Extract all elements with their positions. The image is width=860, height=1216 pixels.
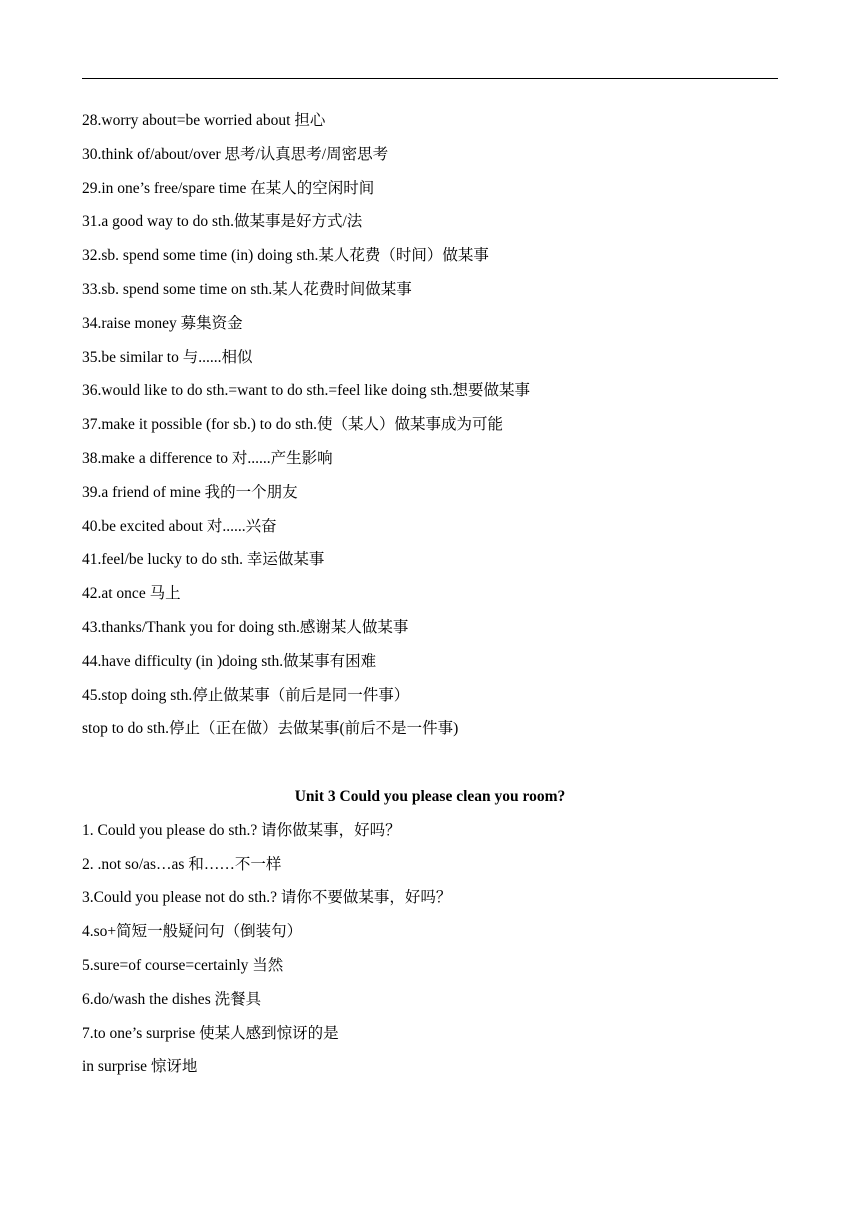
section-spacer	[82, 753, 778, 787]
phrase-line: 40.be excited about 对......兴奋	[82, 517, 277, 535]
unit-heading: Unit 3 Could you please clean you room?	[294, 787, 566, 805]
phrase-line: 6.do/wash the dishes 洗餐具	[82, 990, 262, 1008]
phrase-line: 38.make a difference to 对......产生影响	[82, 449, 333, 467]
phrase-line: in surprise 惊讶地	[82, 1058, 198, 1076]
phrase-line: 7.to one’s surprise 使某人感到惊讶的是	[82, 1024, 339, 1042]
phrase-line: 42.at once 马上	[82, 585, 181, 603]
phrase-line: 28.worry about=be worried about 担心	[82, 112, 326, 129]
phrase-line: 29.in one’s free/spare time 在某人的空闲时间	[82, 179, 375, 197]
header-rule	[82, 78, 778, 79]
phrase-line: 39.a friend of mine 我的一个朋友	[82, 483, 298, 501]
document-body	[82, 111, 778, 1091]
phrase-line: 4.so+简短一般疑问句（倒装句）	[82, 923, 303, 941]
phrase-line: 2. .not so/as…as 和……不一样	[82, 855, 282, 873]
phrase-line: 30.think of/about/over 思考/认真思考/周密思考	[82, 145, 389, 163]
phrase-line: 1. Could you please do sth.? 请你做某事，好吗？	[82, 821, 401, 839]
phrase-line: 41.feel/be lucky to do sth. 幸运做某事	[82, 551, 325, 569]
phrase-line: 33.sb. spend some time on sth.某人花费时间做某事	[82, 280, 412, 298]
phrase-line: stop to do sth.停止（正在做）去做某事(前后不是一件事)	[82, 720, 459, 738]
phrase-line: 31.a good way to do sth.做某事是好方式/法	[82, 213, 363, 231]
phrase-line: 44.have difficulty (in )doing sth.做某事有困难	[82, 652, 377, 670]
phrase-line: 3.Could you please not do sth.? 请你不要做某事，好吗？	[82, 889, 452, 907]
phrase-line: 37.make it possible (for sb.) to do sth.使（某人）做某事成为可能	[82, 416, 504, 434]
phrase-line: 35.be similar to 与......相似	[82, 348, 253, 366]
phrase-line: 43.thanks/Thank you for doing sth.感谢某人做某事	[82, 618, 409, 636]
phrase-line: 34.raise money 募集资金	[82, 314, 243, 332]
phrase-line: 36.would like to do sth.=want to do sth.=feel like doing sth.想要做某事	[82, 382, 531, 400]
phrase-line: 45.stop doing sth.停止做某事（前后是同一件事）	[82, 686, 410, 704]
phrase-line: 32.sb. spend some time (in) doing sth.某人花费（时间）做某事	[82, 247, 489, 265]
phrase-line: 5.sure=of course=certainly 当然	[82, 956, 284, 974]
